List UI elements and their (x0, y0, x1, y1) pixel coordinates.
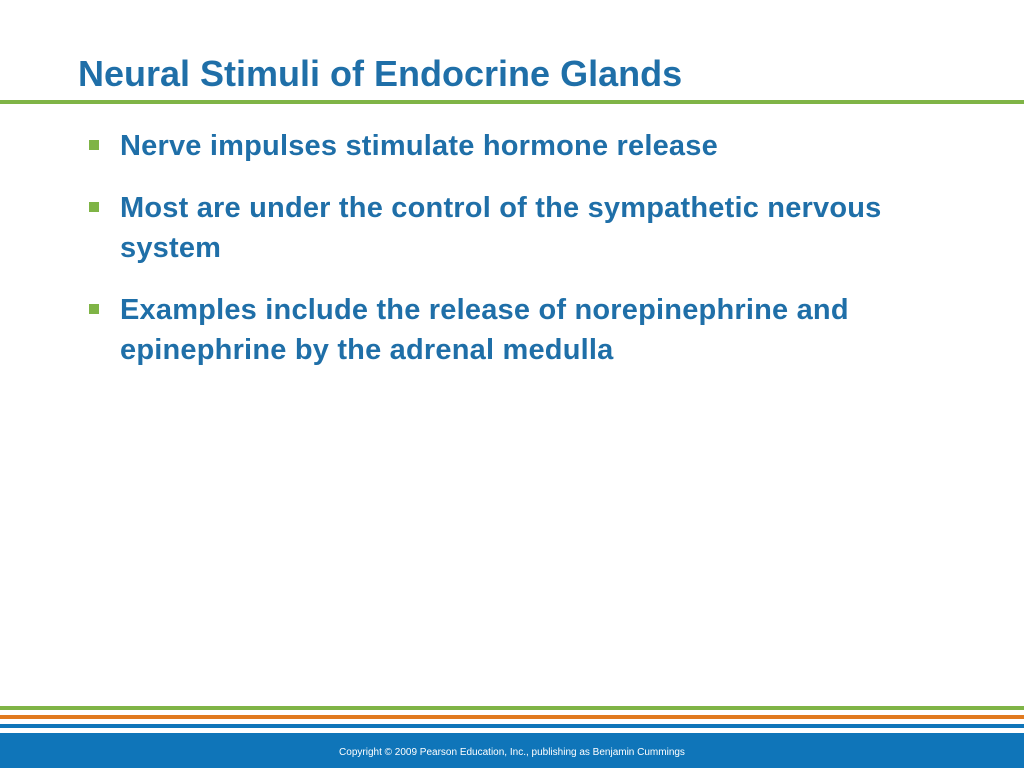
bullet-text: Examples include the release of norepinephrine and epinephrine by the adrenal medulla (120, 294, 849, 366)
footer-blue-stripe (0, 724, 1024, 728)
square-bullet-icon (89, 140, 99, 150)
bullet-list (89, 126, 949, 392)
title-divider (0, 100, 1024, 104)
square-bullet-icon (89, 304, 99, 314)
slide-title: Neural Stimuli of Endocrine Glands (78, 53, 683, 94)
bullet-item (89, 290, 949, 370)
square-bullet-icon (89, 202, 99, 212)
bullet-item (89, 126, 949, 166)
footer-orange-stripe (0, 715, 1024, 719)
copyright-text: Copyright © 2009 Pearson Education, Inc., publishing as Benjamin Cummings (339, 747, 685, 758)
bullet-item (89, 188, 949, 268)
footer-green-stripe (0, 706, 1024, 710)
bullet-text: Nerve impulses stimulate hormone release (120, 130, 718, 162)
bullet-text: Most are under the control of the sympathetic nervous system (120, 192, 882, 264)
